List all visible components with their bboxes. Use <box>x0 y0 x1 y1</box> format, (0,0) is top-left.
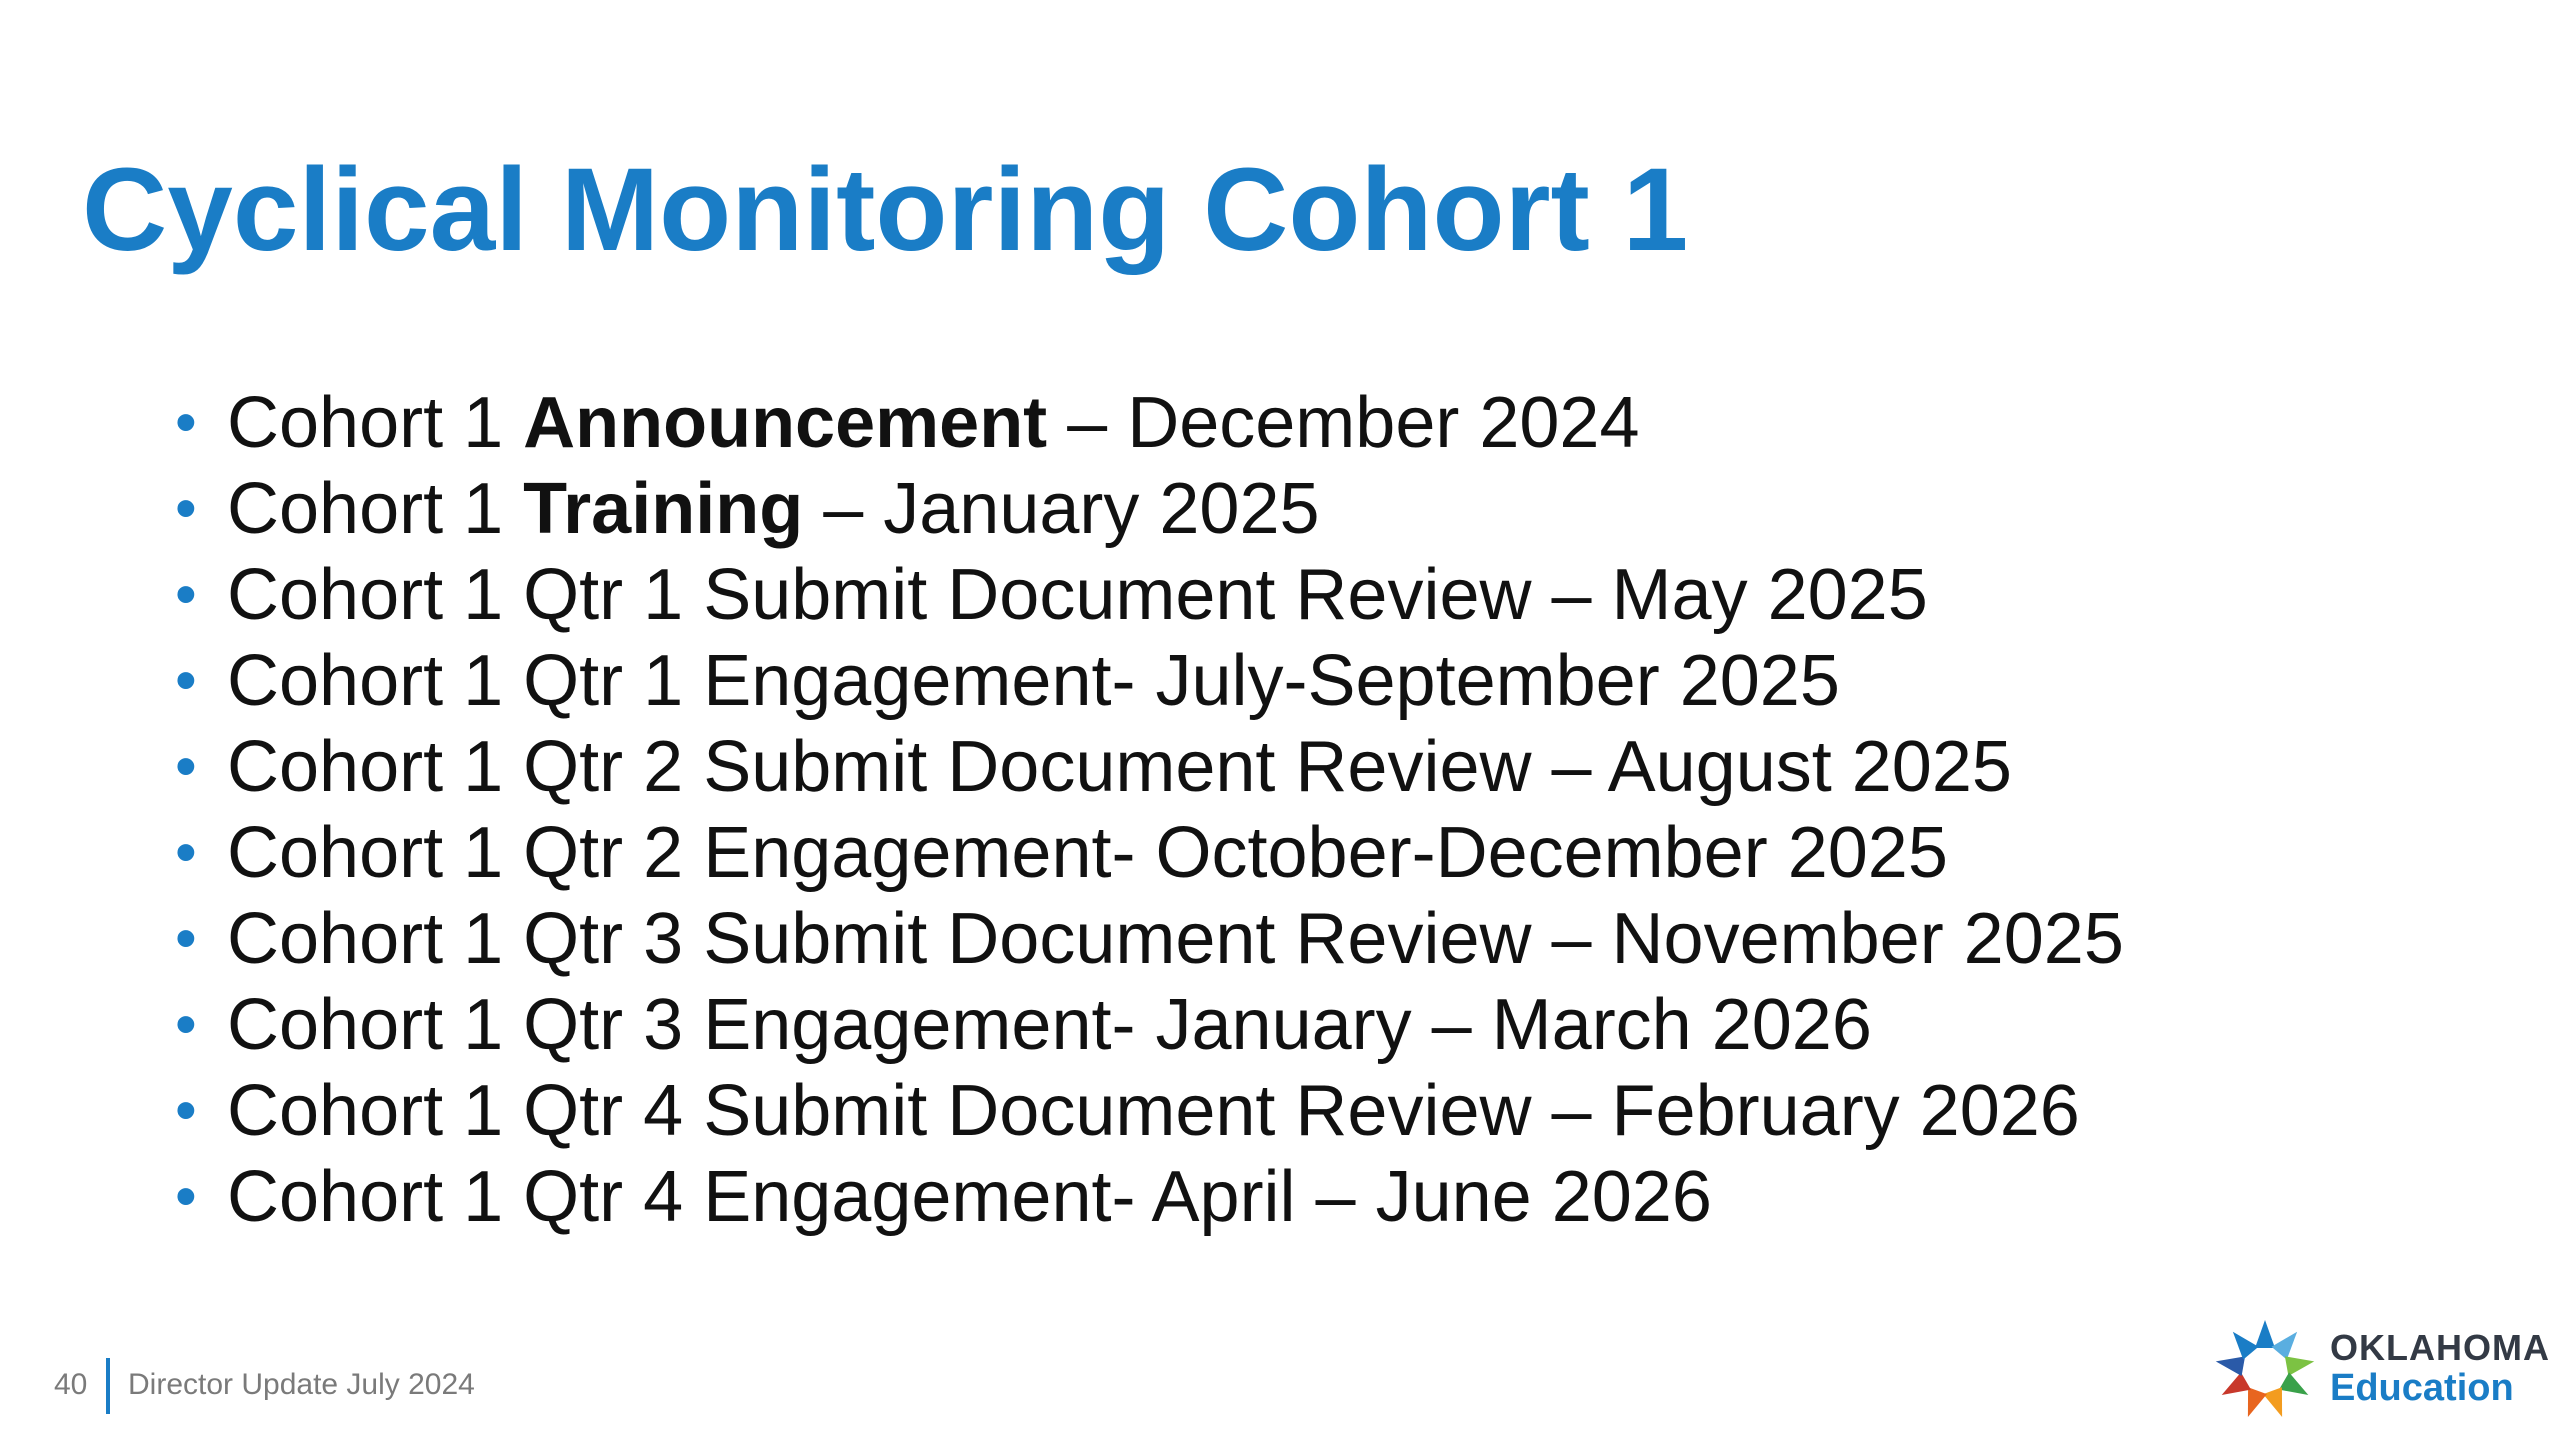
footer-text: Director Update July 2024 <box>128 1368 475 1401</box>
list-item <box>175 1068 2124 1154</box>
bullet-dot-icon: • <box>175 560 197 629</box>
list-item <box>175 466 2124 552</box>
bullet-dot-icon: • <box>175 474 197 543</box>
list-item <box>175 896 2124 982</box>
list-item <box>175 1154 2124 1240</box>
bullet-dot-icon: • <box>175 388 197 457</box>
list-item <box>175 552 2124 638</box>
bullet-text: Cohort 1 Qtr 3 Engagement- January – March 2026 <box>227 985 1872 1065</box>
bullet-text: Cohort 1 Qtr 3 Submit Document Review – November 2025 <box>227 899 2124 979</box>
bullet-dot-icon: • <box>175 904 197 973</box>
bullet-text: Cohort 1 Qtr 1 Submit Document Review – May 2025 <box>227 555 1928 635</box>
bullet-text: Cohort 1 <box>227 383 524 463</box>
bullet-text: Cohort 1 <box>227 469 524 549</box>
bullet-text-suffix: – December 2024 <box>1047 383 1640 463</box>
page-number: 40 <box>54 1368 88 1401</box>
bullet-text: Cohort 1 Qtr 1 Engagement- July-September 2025 <box>227 641 1840 721</box>
oklahoma-star-logo-icon <box>2210 1315 2320 1425</box>
bullet-list <box>175 380 2124 1240</box>
logo-text-oklahoma: OKLAHOMA <box>2330 1327 2550 1368</box>
bullet-text: Cohort 1 Qtr 4 Submit Document Review – February 2026 <box>227 1071 2080 1151</box>
bullet-text: Cohort 1 Qtr 2 Engagement- October-December 2025 <box>227 813 1948 893</box>
list-item <box>175 810 2124 896</box>
bullet-text: Cohort 1 Qtr 2 Submit Document Review – August 2025 <box>227 727 2012 807</box>
list-item <box>175 724 2124 810</box>
bullet-text: Cohort 1 Qtr 4 Engagement- April – June 2026 <box>227 1157 1712 1237</box>
bullet-bold-text: Training <box>523 469 804 549</box>
bullet-text-suffix: – January 2025 <box>803 469 1320 549</box>
bullet-dot-icon: • <box>175 818 197 887</box>
footer-divider <box>106 1358 110 1414</box>
bullet-dot-icon: • <box>175 1162 197 1231</box>
logo-text-education: Education <box>2330 1367 2514 1409</box>
bullet-dot-icon: • <box>175 732 197 801</box>
slide-title: Cyclical Monitoring Cohort 1 <box>82 144 1689 276</box>
bullet-bold-text: Announcement <box>523 383 1048 463</box>
list-item <box>175 638 2124 724</box>
bullet-dot-icon: • <box>175 646 197 715</box>
list-item <box>175 982 2124 1068</box>
oklahoma-education-logo <box>2210 1315 2550 1425</box>
bullet-dot-icon: • <box>175 990 197 1059</box>
bullet-dot-icon: • <box>175 1076 197 1145</box>
list-item <box>175 380 2124 466</box>
